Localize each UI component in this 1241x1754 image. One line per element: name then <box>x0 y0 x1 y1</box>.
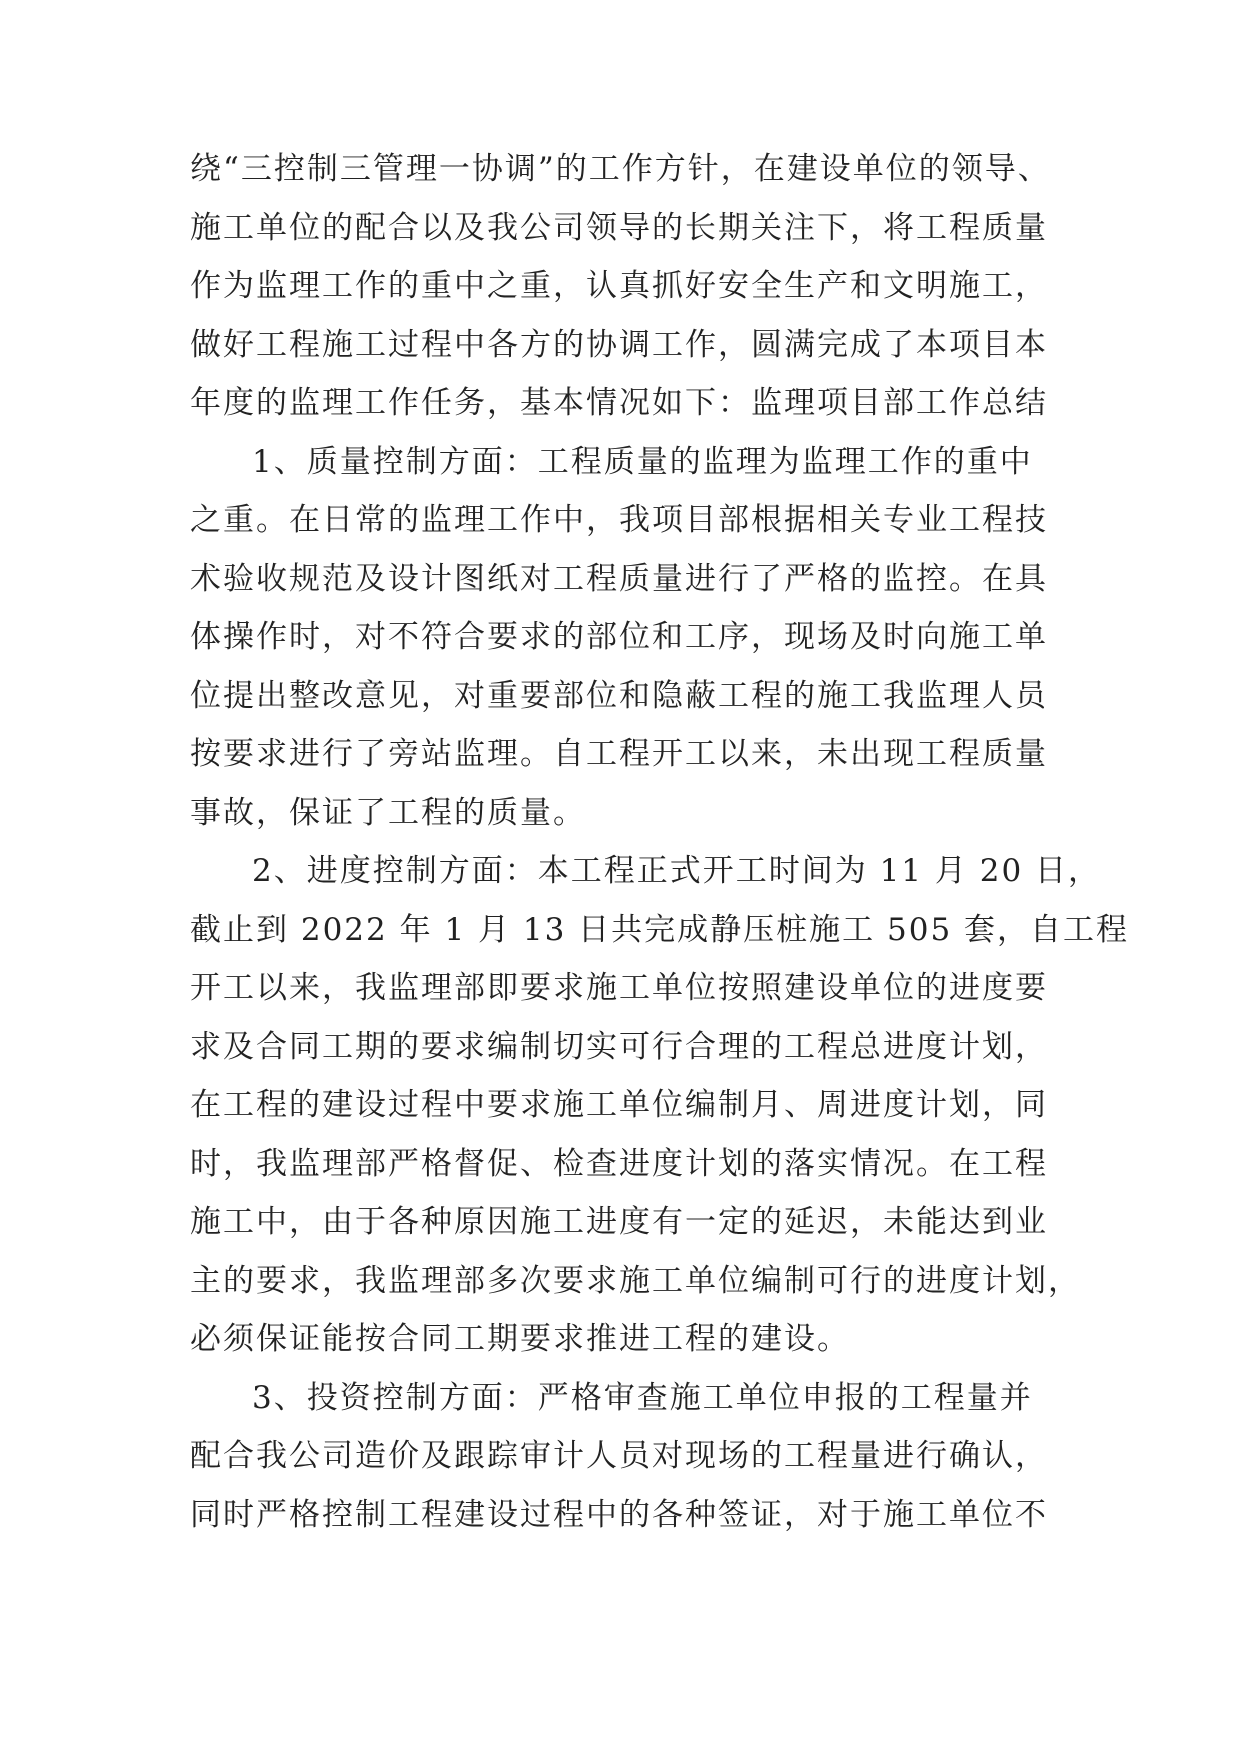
text-line: 开工以来，我监理部即要求施工单位按照建设单位的进度要 <box>190 970 1048 1006</box>
text-line: 绕“三控制三管理一协调”的工作方针，在建设单位的领导、 <box>190 151 1051 187</box>
text-line: 必须保证能按合同工期要求推进工程的建设。 <box>190 1321 850 1357</box>
text-line: 截止到 2022 年 1 月 13 日共完成静压桩施工 505 套，自工程 <box>190 911 1130 948</box>
section-2-first-line: 2、进度控制方面：本工程正式开工时间为 11 月 20 日， <box>252 853 1102 889</box>
text-line: 体操作时，对不符合要求的部位和工序，现场及时向施工单 <box>190 619 1048 655</box>
text-line: 施工单位的配合以及我公司领导的长期关注下，将工程质量 <box>190 209 1048 246</box>
text-line: 术验收规范及设计图纸对工程质量进行了严格的监控。在具 <box>190 560 1048 597</box>
text-line: 之重。在日常的监理工作中，我项目部根据相关专业工程技 <box>190 502 1048 538</box>
text-line: 施工中，由于各种原因施工进度有一定的延迟，未能达到业 <box>190 1204 1048 1240</box>
text-line: 主的要求，我监理部多次要求施工单位编制可行的进度计划， <box>190 1262 1081 1299</box>
text-line: 事故，保证了工程的质量。 <box>190 794 586 831</box>
document-body <box>190 140 1130 1544</box>
text-line: 按要求进行了旁站监理。自工程开工以来，未出现工程质量 <box>190 736 1048 772</box>
text-line: 作为监理工作的重中之重，认真抓好安全生产和文明施工， <box>190 268 1048 304</box>
text-line: 年度的监理工作任务，基本情况如下：监理项目部工作总结 <box>190 385 1048 421</box>
text-line: 位提出整改意见，对重要部位和隐蔽工程的施工我监理人员 <box>190 677 1048 714</box>
text-line: 求及合同工期的要求编制切实可行合理的工程总进度计划， <box>190 1028 1048 1065</box>
text-line: 同时严格控制工程建设过程中的各种签证，对于施工单位不 <box>190 1496 1048 1533</box>
section-3-first-line: 3、投资控制方面：严格审查施工单位申报的工程量并 <box>252 1379 1033 1416</box>
text-line: 时，我监理部严格督促、检查进度计划的落实情况。在工程 <box>190 1145 1048 1182</box>
text-line: 在工程的建设过程中要求施工单位编制月、周进度计划，同 <box>190 1087 1048 1123</box>
section-1-first-line: 1、质量控制方面：工程质量的监理为监理工作的重中 <box>252 443 1033 480</box>
text-line: 做好工程施工过程中各方的协调工作，圆满完成了本项目本 <box>190 326 1048 363</box>
text-line: 配合我公司造价及跟踪审计人员对现场的工程量进行确认， <box>190 1438 1048 1474</box>
